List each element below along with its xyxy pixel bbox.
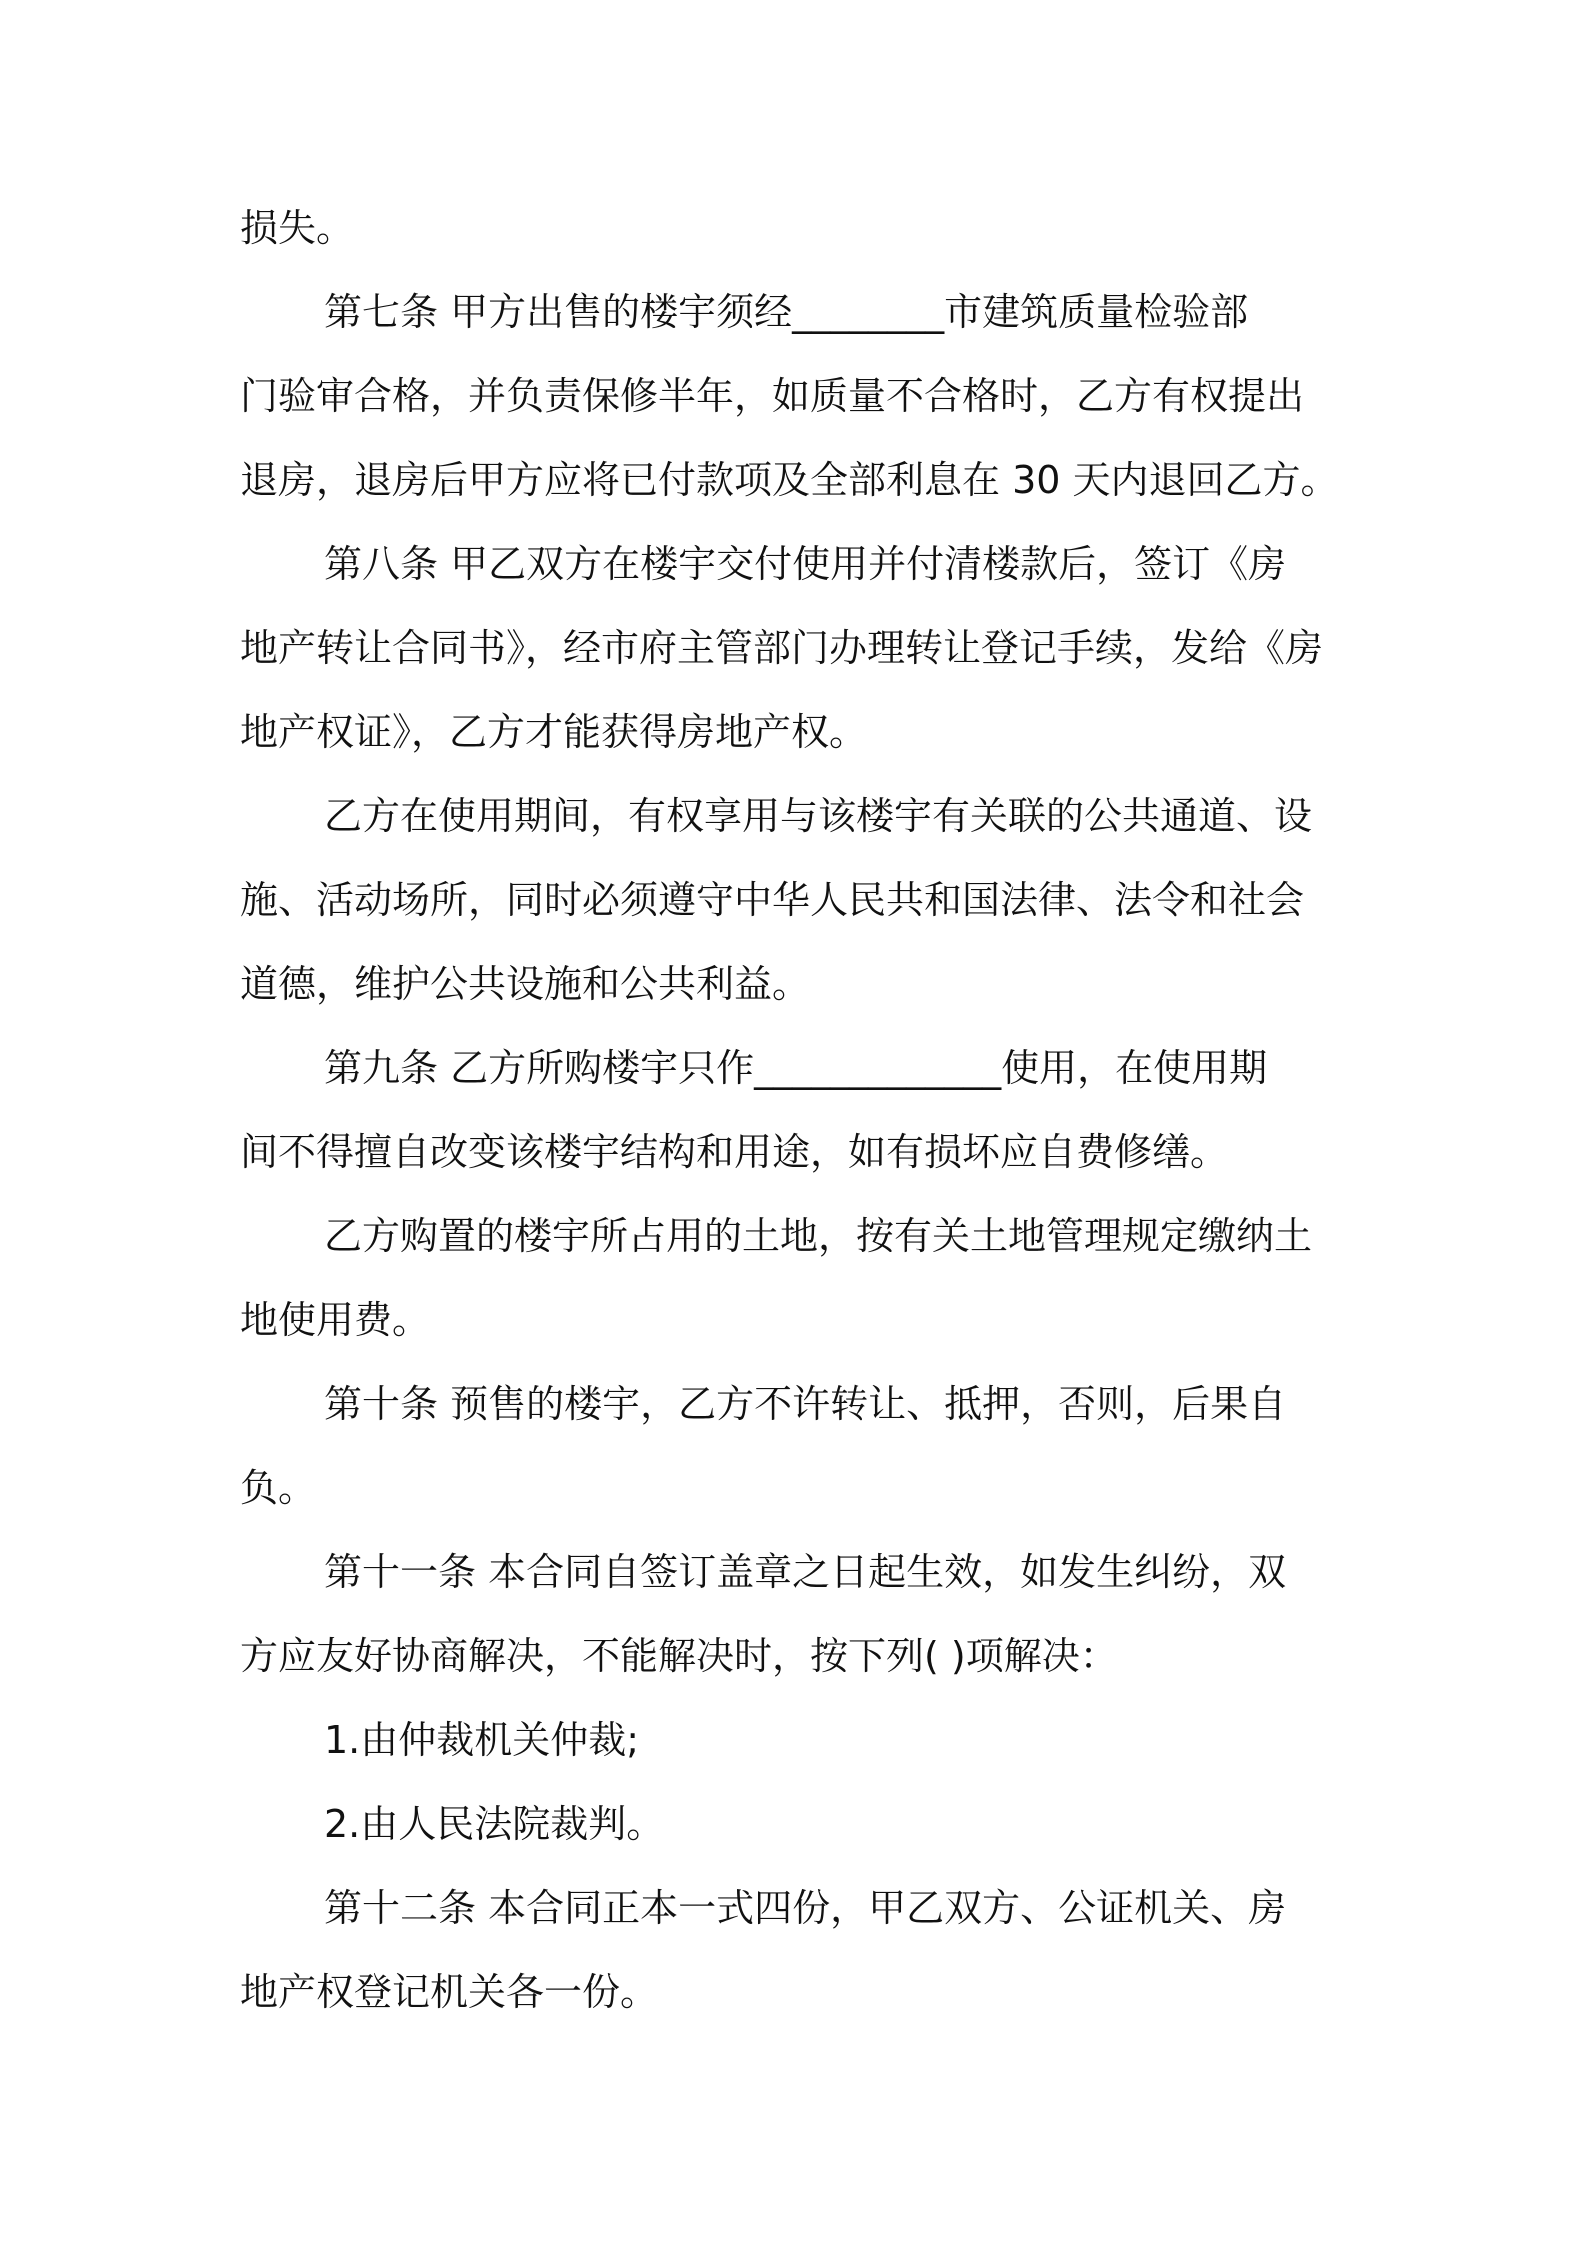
paragraph-line: 间不得擅自改变该楼宇结构和用途，如有损坏应自费修缮。	[240, 1130, 1229, 1174]
paragraph-line: 负。	[240, 1466, 317, 1510]
article-9-line: 第九条 乙方所购楼宇只作_____________使用，在使用期	[324, 1046, 1268, 1090]
paragraph-line: 地产转让合同书》，经市府主管部门办理转让登记手续，发给《房	[240, 626, 1324, 670]
article-8-line: 第八条 甲乙双方在楼宇交付使用并付清楼款后，签订《房	[324, 542, 1287, 586]
article-11-line: 第十一条 本合同自签订盖章之日起生效，如发生纠纷，双	[324, 1550, 1287, 1594]
paragraph-line: 乙方在使用期间，有权享用与该楼宇有关联的公共通道、设	[324, 794, 1313, 838]
paragraph-line: 道德，维护公共设施和公共利益。	[240, 962, 811, 1006]
article-7-line: 第七条 甲方出售的楼宇须经________市建筑质量检验部	[324, 290, 1249, 334]
article-10-line: 第十条 预售的楼宇，乙方不许转让、抵押，否则，后果自	[324, 1382, 1287, 1426]
list-item-2: 2.由人民法院裁判。	[324, 1802, 665, 1846]
paragraph-line: 门验审合格，并负责保修半年，如质量不合格时，乙方有权提出	[240, 374, 1305, 418]
paragraph-line: 地使用费。	[240, 1298, 431, 1342]
paragraph-line: 退房，退房后甲方应将已付款项及全部利息在 30 天内退回乙方。	[240, 458, 1339, 502]
paragraph-line: 方应友好协商解决，不能解决时，按下列( )项解决：	[240, 1634, 1118, 1678]
paragraph-line: 损失。	[240, 206, 355, 250]
article-12-line: 第十二条 本合同正本一式四份，甲乙双方、公证机关、房	[324, 1886, 1287, 1930]
paragraph-line: 地产权证》，乙方才能获得房地产权。	[240, 710, 868, 754]
paragraph-line: 施、活动场所，同时必须遵守中华人民共和国法律、法令和社会	[240, 878, 1305, 922]
paragraph-line: 乙方购置的楼宇所占用的土地，按有关土地管理规定缴纳土	[324, 1214, 1313, 1258]
list-item-1: 1.由仲裁机关仲裁;	[324, 1718, 640, 1762]
paragraph-line: 地产权登记机关各一份。	[240, 1970, 659, 2014]
